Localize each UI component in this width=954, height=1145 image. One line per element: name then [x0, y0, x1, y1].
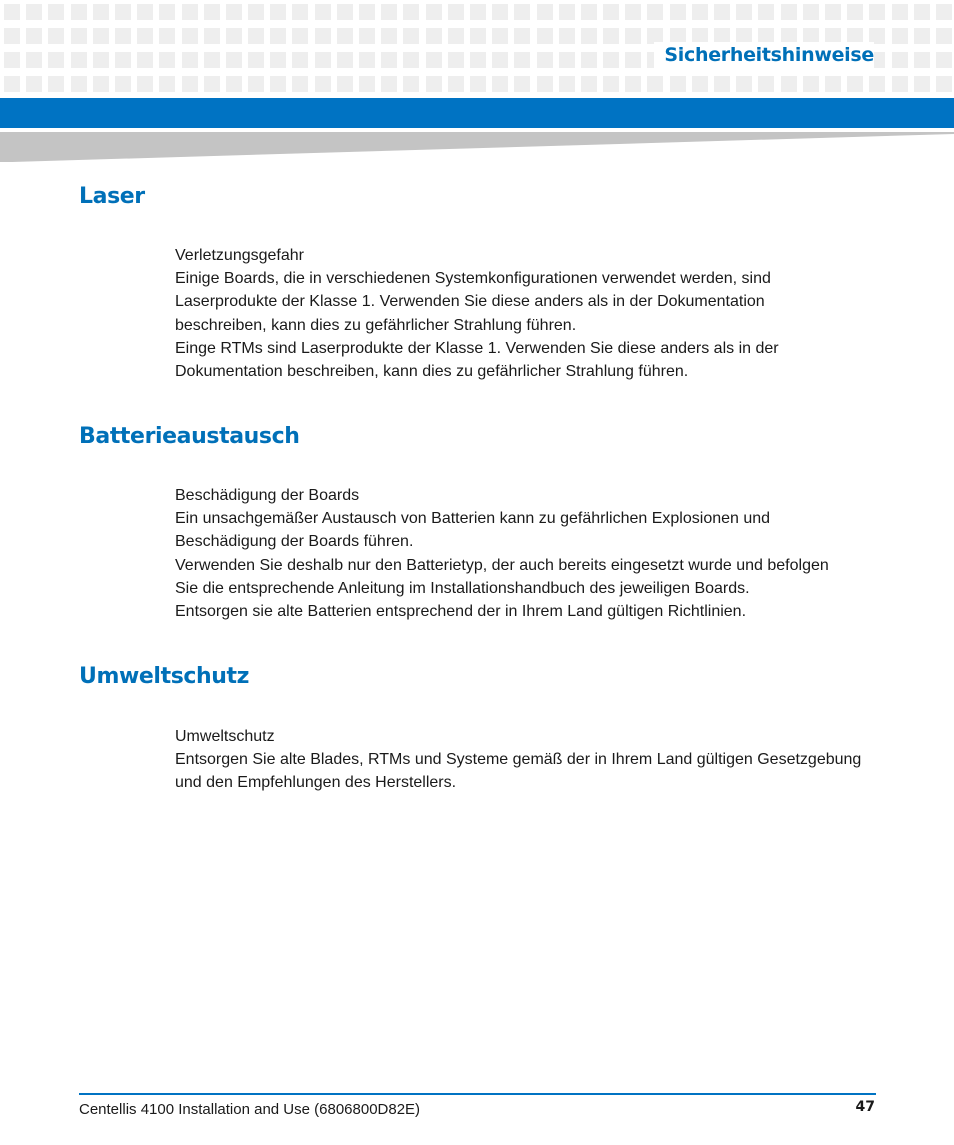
header-tile: [470, 4, 486, 20]
header-tile: [603, 76, 619, 92]
header-tile: [825, 76, 841, 92]
header-tile: [892, 4, 908, 20]
body-line: Entsorgen sie alte Batterien entsprechend der in Ihrem Land gültigen Richtlinien.: [175, 603, 747, 621]
header-tile: [182, 28, 198, 44]
header-tile: [426, 28, 442, 44]
header-tile: [137, 76, 153, 92]
header-tile: [4, 52, 20, 68]
header-tile: [248, 52, 264, 68]
header-tile: [248, 4, 264, 20]
header-tile: [914, 52, 930, 68]
header-tile: [758, 76, 774, 92]
header-tile: [292, 28, 308, 44]
header-tile: [492, 28, 508, 44]
body-line: beschreiben, kann dies zu gefährlicher Strahlung führen.: [175, 316, 577, 334]
header-tile: [670, 76, 686, 92]
header-tile: [936, 4, 952, 20]
header-tile: [381, 76, 397, 92]
header-tile: [781, 4, 797, 20]
header-tile: [847, 76, 863, 92]
header-tile: [292, 76, 308, 92]
header-blue-band: [0, 98, 954, 128]
header-tile: [581, 52, 597, 68]
header-tile: [4, 28, 20, 44]
header-tile: [914, 76, 930, 92]
header-tile: [292, 4, 308, 20]
header-tile: [625, 76, 641, 92]
header-tile: [936, 28, 952, 44]
header-tile: [537, 28, 553, 44]
header-tile: [514, 76, 530, 92]
body-line: Sie die entsprechende Anleitung im Installationshandbuch des jeweiligen Boards.: [175, 579, 750, 597]
header-tile: [581, 4, 597, 20]
header-tile: [781, 76, 797, 92]
header-tile: [115, 4, 131, 20]
header-tile: [758, 4, 774, 20]
header-tile: [714, 76, 730, 92]
header-tile: [48, 52, 64, 68]
header-tile: [625, 52, 641, 68]
body-line: Einige Boards, die in verschiedenen Systemkonfigurationen verwendet werden, sind: [175, 270, 771, 288]
header-tile: [182, 52, 198, 68]
header-tile: [647, 4, 663, 20]
header-tile: [4, 4, 20, 20]
header-tile: [270, 4, 286, 20]
section-body-umweltschutz: [175, 725, 875, 795]
header-tile: [337, 52, 353, 68]
header-tile: [270, 52, 286, 68]
header-tile: [514, 52, 530, 68]
header-tile: [470, 28, 486, 44]
header-tile: [537, 4, 553, 20]
header-tile: [581, 28, 597, 44]
header-tile: [204, 4, 220, 20]
body-line: Entsorgen Sie alte Blades, RTMs und Systeme gemäß der in Ihrem Land gültigen Gesetzgebung: [175, 751, 862, 769]
header-tile: [26, 28, 42, 44]
header-tile: [137, 52, 153, 68]
header-tile: [359, 4, 375, 20]
header-tile: [315, 4, 331, 20]
header-tile: [448, 76, 464, 92]
header-tile: [670, 4, 686, 20]
header-tile: [226, 52, 242, 68]
header-tile: [93, 52, 109, 68]
footer-document-title: Centellis 4100 Installation and Use (6806800D82E): [79, 1101, 421, 1118]
warning-title: Beschädigung der Boards: [175, 487, 360, 504]
header-tile: [492, 4, 508, 20]
header-tile: [93, 28, 109, 44]
header-tile: [714, 4, 730, 20]
footer-rule: [79, 1093, 876, 1095]
header-tile: [159, 76, 175, 92]
header-tile: [48, 28, 64, 44]
header-tile: [381, 4, 397, 20]
header-tile: [514, 28, 530, 44]
header-tile: [226, 28, 242, 44]
warning-title: Umweltschutz: [175, 728, 275, 745]
header-tile: [315, 28, 331, 44]
header-tile: [492, 76, 508, 92]
header-tile: [26, 76, 42, 92]
header-tile: [71, 28, 87, 44]
header-tile: [115, 76, 131, 92]
header-tile: [26, 52, 42, 68]
header-tile: [470, 52, 486, 68]
header-tile: [115, 52, 131, 68]
header-tile: [248, 28, 264, 44]
header-tile: [71, 4, 87, 20]
header-tile: [137, 4, 153, 20]
body-line: Ein unsachgemäßer Austausch von Batterien kann zu gefährlichen Explosionen und: [175, 510, 771, 528]
header-tile: [48, 76, 64, 92]
header-tile: [936, 52, 952, 68]
page-number: 47: [855, 1099, 875, 1115]
header-tile: [403, 76, 419, 92]
section-body-laser: [175, 244, 875, 383]
section-heading-umweltschutz: Umweltschutz: [79, 664, 250, 689]
header-tile: [736, 4, 752, 20]
header-tile: [204, 76, 220, 92]
header-tile: [226, 76, 242, 92]
header-tile: [603, 52, 619, 68]
header-tile: [847, 4, 863, 20]
header-tile: [603, 28, 619, 44]
header-tile: [337, 4, 353, 20]
header-tile: [692, 4, 708, 20]
header-tile: [359, 76, 375, 92]
header-tile: [48, 4, 64, 20]
header-tile: [292, 52, 308, 68]
header-tile: [381, 28, 397, 44]
header-tile: [182, 76, 198, 92]
header-tile: [403, 4, 419, 20]
section-body-batterieaustausch: [175, 484, 875, 623]
header-tile: [403, 28, 419, 44]
header-tile: [159, 4, 175, 20]
header-tile: [159, 52, 175, 68]
header-tile: [559, 4, 575, 20]
header-tile: [270, 28, 286, 44]
body-line: und den Empfehlungen des Herstellers.: [175, 774, 457, 792]
header-tile: [825, 4, 841, 20]
header-grey-wedge: [0, 132, 954, 164]
header-tile: [736, 76, 752, 92]
body-line: Einge RTMs sind Laserprodukte der Klasse 1. Verwenden Sie diese anders als in der: [175, 339, 779, 357]
header-tile: [470, 76, 486, 92]
body-line: Dokumentation beschreiben, kann dies zu gefährlicher Strahlung führen.: [175, 363, 689, 381]
header-tile: [159, 28, 175, 44]
header-tile: [537, 76, 553, 92]
header-tile: [270, 76, 286, 92]
header-tile: [892, 28, 908, 44]
header-tile: [204, 52, 220, 68]
header-tile: [204, 28, 220, 44]
header-tile: [381, 52, 397, 68]
header-tile: [581, 76, 597, 92]
header-tile: [559, 52, 575, 68]
header-tile: [4, 76, 20, 92]
body-line: Verwenden Sie deshalb nur den Batterietyp, der auch bereits eingesetzt wurde und befolgen: [175, 556, 829, 574]
header-tile: [559, 28, 575, 44]
header-tile: [803, 76, 819, 92]
header-tile: [514, 4, 530, 20]
header-tile: [448, 52, 464, 68]
header-tile: [426, 4, 442, 20]
header-tile: [869, 76, 885, 92]
header-tile: [603, 4, 619, 20]
chapter-title: Sicherheitshinweise: [654, 42, 874, 68]
header-tile: [93, 76, 109, 92]
header-tile: [625, 28, 641, 44]
warning-title: Verletzungsgefahr: [175, 247, 304, 264]
header-tile: [892, 52, 908, 68]
header-tile: [692, 76, 708, 92]
header-tile: [337, 76, 353, 92]
header-tile: [448, 28, 464, 44]
header-tile: [182, 4, 198, 20]
header-tile: [359, 52, 375, 68]
header-tile: [71, 52, 87, 68]
header-tile: [492, 52, 508, 68]
header-tile: [892, 76, 908, 92]
header-tile: [559, 76, 575, 92]
body-line: Laserprodukte der Klasse 1. Verwenden Sie diese anders als in der Dokumentation: [175, 293, 765, 311]
body-line: Beschädigung der Boards führen.: [175, 533, 414, 551]
header-tile: [337, 28, 353, 44]
section-heading-laser: Laser: [79, 184, 145, 209]
header-tile: [71, 76, 87, 92]
header-tile: [315, 52, 331, 68]
header-tile: [426, 76, 442, 92]
header-tile: [26, 4, 42, 20]
header-tile: [803, 4, 819, 20]
section-heading-batterieaustausch: Batterieaustausch: [79, 424, 300, 449]
header-tile: [93, 4, 109, 20]
header-tile: [403, 52, 419, 68]
header-tile: [248, 76, 264, 92]
header-tile: [936, 76, 952, 92]
header-tile: [448, 4, 464, 20]
header-tile: [359, 28, 375, 44]
header-tile: [625, 4, 641, 20]
header-tile: [115, 28, 131, 44]
header-tile: [914, 28, 930, 44]
header-tile: [315, 76, 331, 92]
header-tile: [869, 4, 885, 20]
header-tile: [137, 28, 153, 44]
header-tile: [914, 4, 930, 20]
header-tile: [537, 52, 553, 68]
header-tile: [647, 76, 663, 92]
header-tile: [426, 52, 442, 68]
header-tile: [226, 4, 242, 20]
